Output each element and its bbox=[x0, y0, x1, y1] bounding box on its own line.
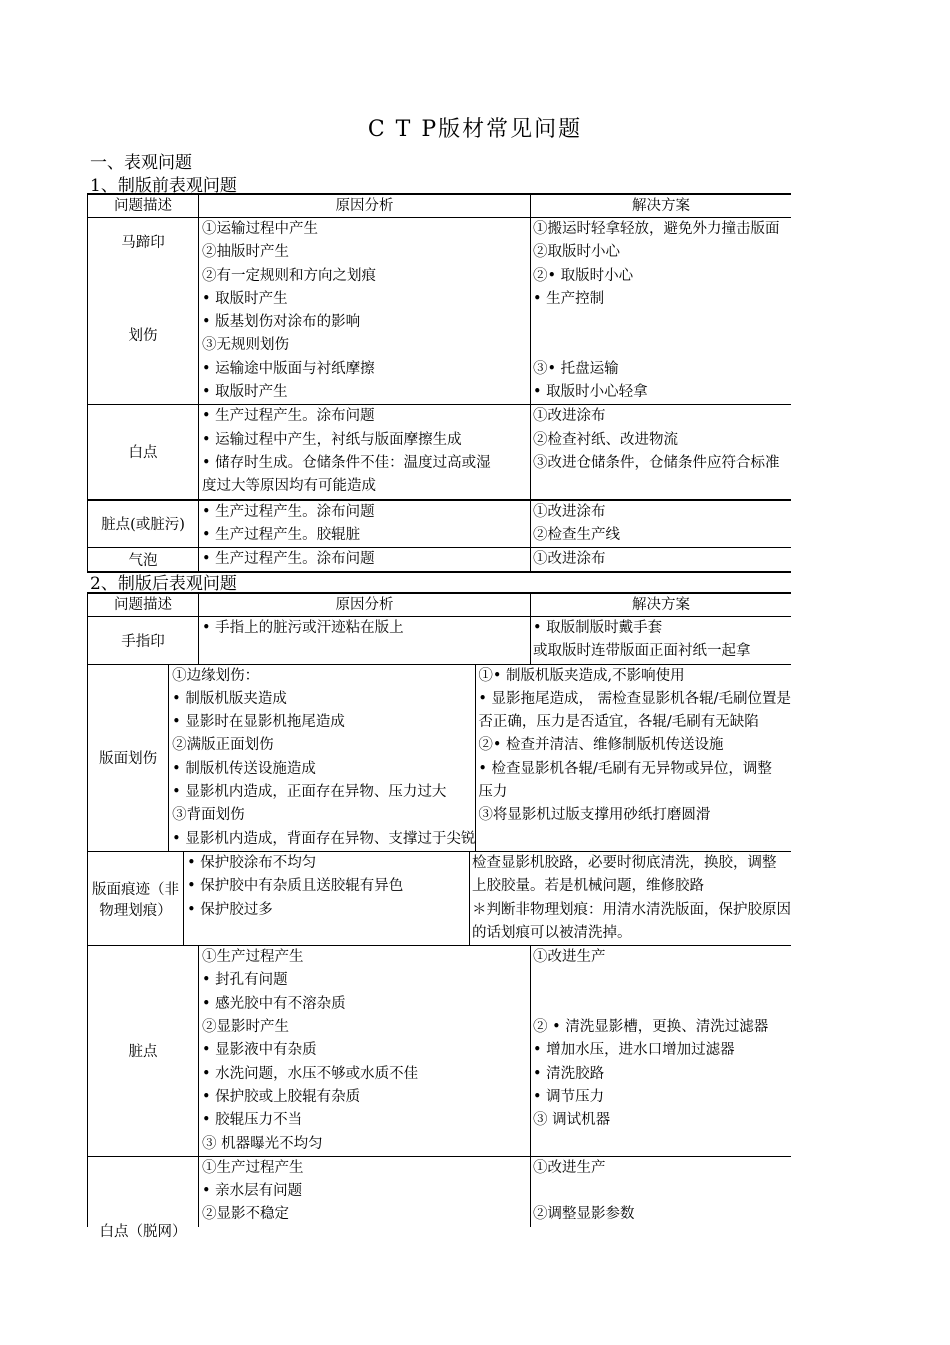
text-line: • 保护胶过多 bbox=[187, 901, 273, 918]
text-line: ③• 托盘运输 bbox=[533, 360, 619, 377]
table-header bbox=[87, 193, 791, 218]
issue-label: 脏点(或脏污) bbox=[101, 517, 185, 534]
pre-platemaking-issues-table bbox=[87, 193, 791, 573]
text-line: • 显影液中有杂质 bbox=[202, 1042, 317, 1059]
cause-cell bbox=[199, 218, 531, 404]
cause-cell bbox=[199, 548, 531, 571]
text-line: 的话划痕可以被清洗掉。 bbox=[472, 924, 632, 941]
post-platemaking-issues-table bbox=[87, 592, 791, 1240]
text-line: • 取版时产生 bbox=[202, 384, 288, 401]
text-line: • 水洗问题，水压不够或水质不佳 bbox=[202, 1065, 419, 1082]
text-line: 或取版时连带版面正面衬纸一起拿 bbox=[533, 643, 751, 660]
text-line: ③无规则划伤 bbox=[202, 337, 289, 354]
text-line: ②检查生产线 bbox=[533, 526, 620, 543]
text-line: 压力 bbox=[478, 784, 508, 801]
text-line: • 清洗胶路 bbox=[533, 1065, 605, 1082]
text-line: • 生产控制 bbox=[533, 290, 605, 307]
text-line: ②取版时小心 bbox=[533, 244, 620, 261]
text-line: ①生产过程产生 bbox=[202, 949, 304, 966]
text-line: ①• 制版机版夹造成,不影响使用 bbox=[478, 667, 685, 684]
cause-cell bbox=[184, 852, 470, 945]
text-line: ①边缘划伤： bbox=[172, 667, 260, 684]
text-line: ①运输过程中产生 bbox=[202, 221, 318, 237]
text-line: ①改进涂布 bbox=[533, 551, 606, 568]
text-line: ② • 清洗显影槽，更换、清洗过滤器 bbox=[533, 1019, 769, 1036]
text-line: ①改进生产 bbox=[533, 1159, 606, 1176]
text-line bbox=[533, 311, 791, 334]
text-line bbox=[478, 828, 791, 851]
issue-label: 气泡 bbox=[128, 553, 158, 570]
text-line: • 显影拖尾造成， 需检查显影机各辊/毛刷位置是 bbox=[478, 690, 791, 707]
text-line: ③将显影机过版支撑用砂纸打磨圆滑 bbox=[478, 807, 711, 824]
text-line: • 胶辊压力不当 bbox=[202, 1112, 303, 1129]
text-line: ②满版正面划伤 bbox=[172, 737, 274, 754]
text-line bbox=[533, 475, 791, 498]
text-line: • 运输过程中产生，衬纸与版面摩擦生成 bbox=[202, 431, 462, 448]
text-line: • 制版机版夹造成 bbox=[172, 690, 287, 707]
text-line: ②• 取版时小心 bbox=[533, 267, 634, 284]
issue-label: 白点（脱网） bbox=[99, 1223, 187, 1240]
text-line: • 生产过程产生。涂布问题 bbox=[202, 551, 375, 568]
text-line: ②调整显影参数 bbox=[533, 1206, 635, 1223]
solution-cell bbox=[531, 501, 791, 548]
text-line: • 亲水层有问题 bbox=[202, 1183, 303, 1200]
text-line: • 增加水压，进水口增加过滤器 bbox=[533, 1042, 735, 1059]
text-line: • 版基划伤对涂布的影响 bbox=[202, 314, 361, 331]
table-row bbox=[87, 405, 791, 500]
text-line: ②检查衬纸、改进物流 bbox=[533, 431, 678, 448]
text-line: 检查显影机胶路，必要时彻底清洗，换胶，调整 bbox=[472, 854, 777, 871]
text-line: • 取版时小心轻拿 bbox=[533, 384, 648, 401]
table-row bbox=[87, 1157, 791, 1240]
text-line: • 封孔有问题 bbox=[202, 972, 288, 989]
text-line: • 保护胶中有杂质且送胶辊有异色 bbox=[187, 878, 404, 895]
text-line: ①改进涂布 bbox=[533, 408, 606, 425]
text-line bbox=[202, 640, 530, 663]
text-line: ②抽版时产生 bbox=[202, 244, 289, 261]
text-line bbox=[533, 1180, 791, 1203]
issue-cell bbox=[87, 946, 199, 1156]
text-line: ①改进生产 bbox=[533, 949, 606, 966]
text-line: • 调节压力 bbox=[533, 1088, 605, 1105]
header-desc: 问题描述 bbox=[87, 594, 199, 616]
text-line bbox=[533, 334, 791, 357]
text-line: • 保护胶涂布不均匀 bbox=[187, 854, 317, 871]
issue-cell bbox=[87, 1157, 199, 1240]
subsection-heading-before: 1、制版前表观问题 bbox=[90, 176, 237, 196]
table-row bbox=[87, 665, 791, 852]
text-line: ②显影不稳定 bbox=[202, 1206, 289, 1223]
text-line bbox=[533, 993, 791, 1016]
issue-label: 白点 bbox=[128, 445, 158, 462]
text-line bbox=[187, 922, 469, 945]
text-line: • 显影机内造成，背面存在异物、支撑过于尖锐 bbox=[172, 830, 476, 847]
section-heading: 一、表观问题 bbox=[90, 153, 192, 173]
issue-label: 马蹄印 bbox=[121, 234, 165, 251]
table-row bbox=[87, 617, 791, 665]
text-line: ③背面划伤 bbox=[172, 807, 245, 824]
text-line: • 显影时在显影机拖尾造成 bbox=[172, 714, 345, 731]
table-row bbox=[87, 501, 791, 549]
text-line: • 感光胶中有不溶杂质 bbox=[202, 995, 346, 1012]
subsection-heading-after: 2、制版后表观问题 bbox=[90, 574, 237, 594]
issue-cell bbox=[87, 218, 199, 404]
text-line: ②• 检查并清洁、维修制版机传送设施 bbox=[478, 737, 724, 754]
issue-label: 脏点 bbox=[128, 1044, 158, 1061]
issue-cell bbox=[87, 852, 184, 945]
header-solution: 解决方案 bbox=[632, 198, 690, 214]
table-row bbox=[87, 218, 791, 405]
header-solution: 解决方案 bbox=[632, 597, 690, 613]
solution-cell bbox=[470, 852, 791, 945]
header-cause: 原因分析 bbox=[199, 195, 531, 217]
text-line: • 显影机内造成，正面存在异物、压力过大 bbox=[172, 784, 447, 801]
text-line: • 运输途中版面与衬纸摩擦 bbox=[202, 360, 375, 377]
cause-cell bbox=[199, 1157, 531, 1227]
cause-cell bbox=[199, 501, 531, 548]
cause-cell bbox=[199, 617, 531, 664]
document-title: C T P版材常见问题 bbox=[367, 117, 583, 142]
text-line: • 手指上的脏污或汗迹粘在版上 bbox=[202, 620, 404, 636]
issue-label: 版面划伤 bbox=[99, 751, 158, 768]
text-line: ②有一定规则和方向之划痕 bbox=[202, 267, 376, 284]
solution-cell bbox=[531, 1157, 791, 1227]
text-line bbox=[533, 969, 791, 992]
text-line: ①改进涂布 bbox=[533, 503, 606, 520]
text-line: • 取版制版时戴手套 bbox=[533, 620, 663, 636]
text-line: 否正确，压力是否适宜，各辊/毛刷有无缺陷 bbox=[478, 714, 759, 731]
text-line: ①生产过程产生 bbox=[202, 1159, 304, 1176]
cause-cell bbox=[199, 405, 531, 498]
solution-cell bbox=[531, 617, 791, 664]
issue-cell bbox=[87, 617, 199, 664]
text-line: • 生产过程产生。胶辊脏 bbox=[202, 526, 361, 543]
text-line: ③ 调试机器 bbox=[533, 1112, 611, 1129]
issue-cell bbox=[87, 548, 199, 571]
issue-cell bbox=[87, 665, 169, 851]
text-line: 度过大等原因均有可能造成 bbox=[202, 478, 376, 495]
text-line: • 储存时生成。仓储条件不佳：温度过高或湿 bbox=[202, 454, 491, 471]
text-line: ③改进仓储条件，仓储条件应符合标准 bbox=[533, 454, 780, 471]
issue-label: 版面痕迹（非物理划痕） bbox=[92, 881, 180, 919]
solution-cell bbox=[531, 548, 791, 571]
issue-label: 划伤 bbox=[128, 327, 158, 344]
text-line: • 保护胶或上胶辊有杂质 bbox=[202, 1088, 361, 1105]
solution-cell bbox=[531, 405, 791, 498]
cause-cell bbox=[199, 946, 531, 1156]
cause-cell bbox=[169, 665, 476, 851]
solution-cell bbox=[476, 665, 791, 851]
table-row bbox=[87, 946, 791, 1157]
text-line: • 取版时产生 bbox=[202, 290, 288, 307]
table-header bbox=[87, 592, 791, 617]
text-line: • 生产过程产生。涂布问题 bbox=[202, 408, 375, 425]
issue-label: 手指印 bbox=[121, 633, 165, 650]
text-line: ③ 机器曝光不均匀 bbox=[202, 1135, 323, 1152]
solution-cell bbox=[531, 218, 791, 404]
text-line: ①搬运时轻拿轻放，避免外力撞击版面 bbox=[533, 221, 780, 237]
header-cause: 原因分析 bbox=[199, 594, 531, 616]
header-desc: 问题描述 bbox=[87, 195, 199, 217]
issue-cell bbox=[87, 405, 199, 498]
text-line: • 制版机传送设施造成 bbox=[172, 760, 316, 777]
text-line: 上胶胶量。若是机械问题，维修胶路 bbox=[472, 878, 704, 895]
text-line: • 检查显影机各辊/毛刷有无异物或异位，调整 bbox=[478, 760, 772, 777]
issue-cell bbox=[87, 501, 199, 548]
text-line bbox=[533, 1133, 791, 1156]
table-row bbox=[87, 852, 791, 946]
solution-cell bbox=[531, 946, 791, 1156]
text-line: • 生产过程产生。涂布问题 bbox=[202, 503, 375, 520]
text-line: ＊判断非物理划痕：用清水清洗版面，保护胶原因 bbox=[472, 901, 791, 918]
text-line: ②显影时产生 bbox=[202, 1019, 289, 1036]
